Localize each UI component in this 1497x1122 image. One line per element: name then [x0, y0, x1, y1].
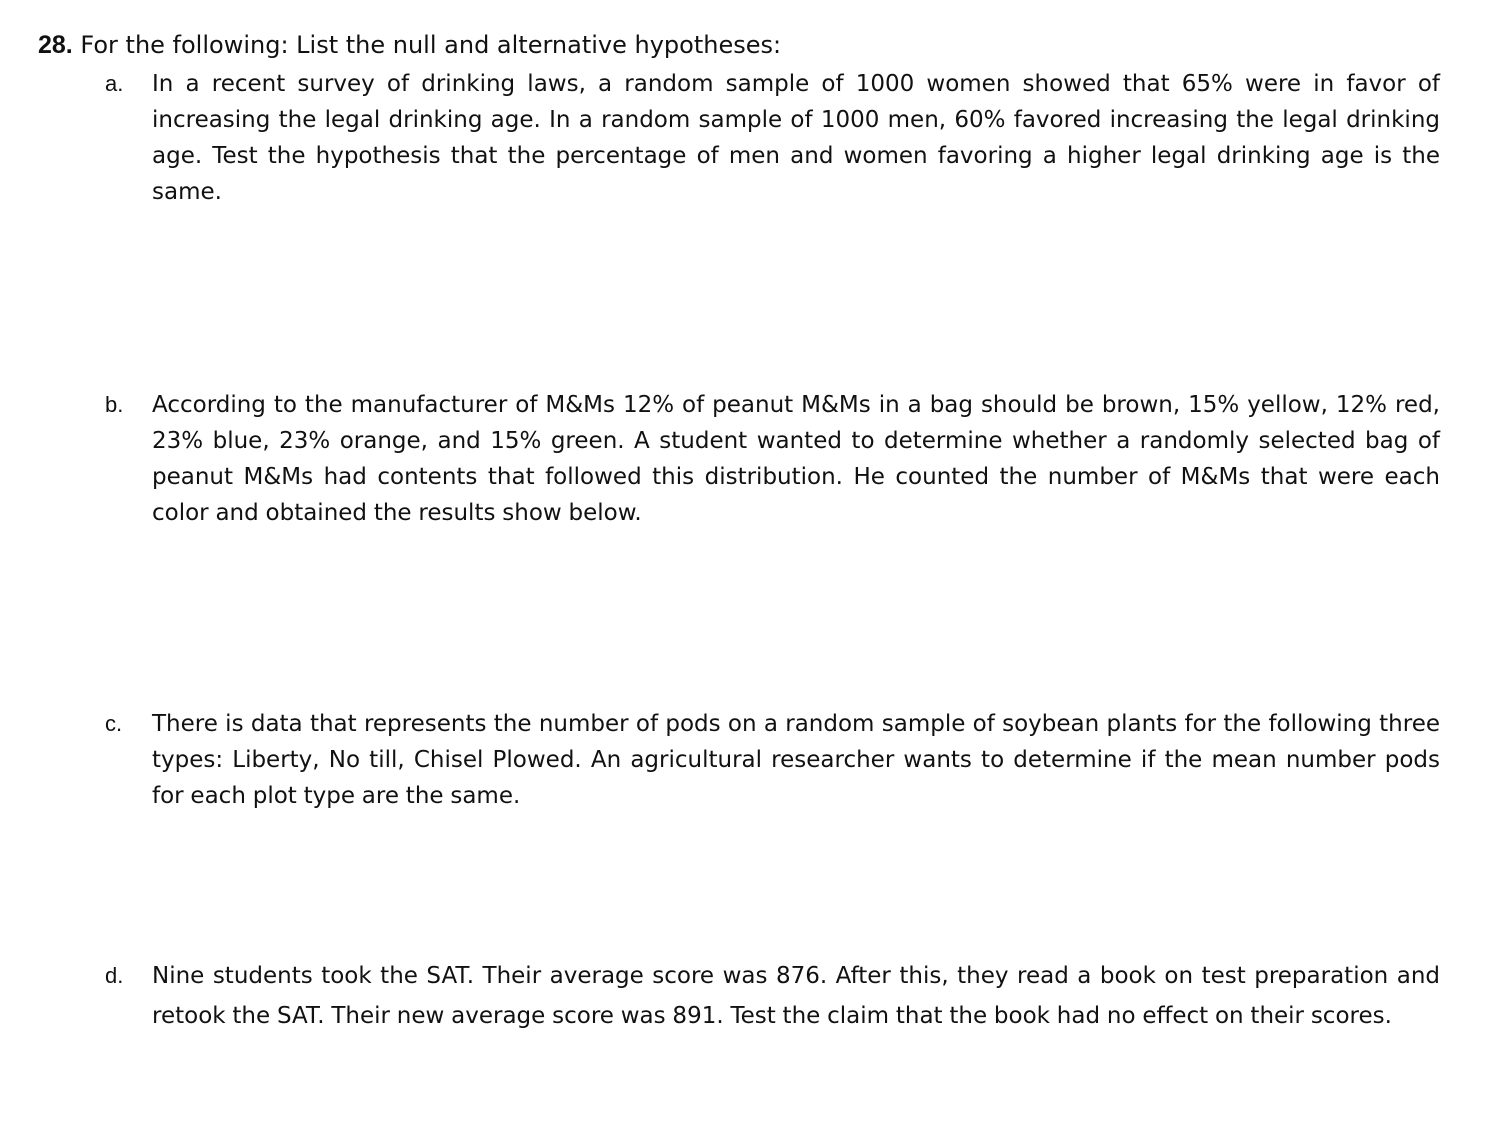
item-text: According to the manufacturer of M&Ms 12% of peanut M&Ms in a bag should be brown, 15% yellow, 12% red, 23% blue, 23% orange, and 15% green. A student wanted to determine whether a randomly selected bag of peanut M&Ms had contents that followed this distribution. He counted the number of M&Ms that were each color and obtained the results show below.: [152, 392, 1440, 526]
item-text: Nine students took the SAT. Their average score was 876. After this, they read a book on test preparation and retook the SAT. Their new average score was 891. Test the claim that the book had no effect on their scores.: [152, 963, 1440, 1029]
item-label: a.: [105, 71, 124, 96]
item-label: d.: [105, 963, 124, 988]
item-text: There is data that represents the number of pods on a random sample of soybean plants for the following three types: Liberty, No till, Chisel Plowed. An agricultural researcher wants to determine if the mean number pods for each plot type are the same.: [152, 711, 1440, 809]
question-header: [38, 30, 781, 60]
item-label: c.: [105, 711, 123, 736]
question-number: 28.: [38, 31, 73, 59]
item-text: In a recent survey of drinking laws, a random sample of 1000 women showed that 65% were in favor of increasing the legal drinking age. In a random sample of 1000 men, 60% favored increasing the legal drinking age. Test the hypothesis that the percentage of men and women favoring a higher legal drinking age is the same.: [152, 71, 1440, 205]
item-label: b.: [105, 392, 124, 417]
question-prompt: For the following: List the null and alternative hypotheses:: [80, 31, 782, 59]
